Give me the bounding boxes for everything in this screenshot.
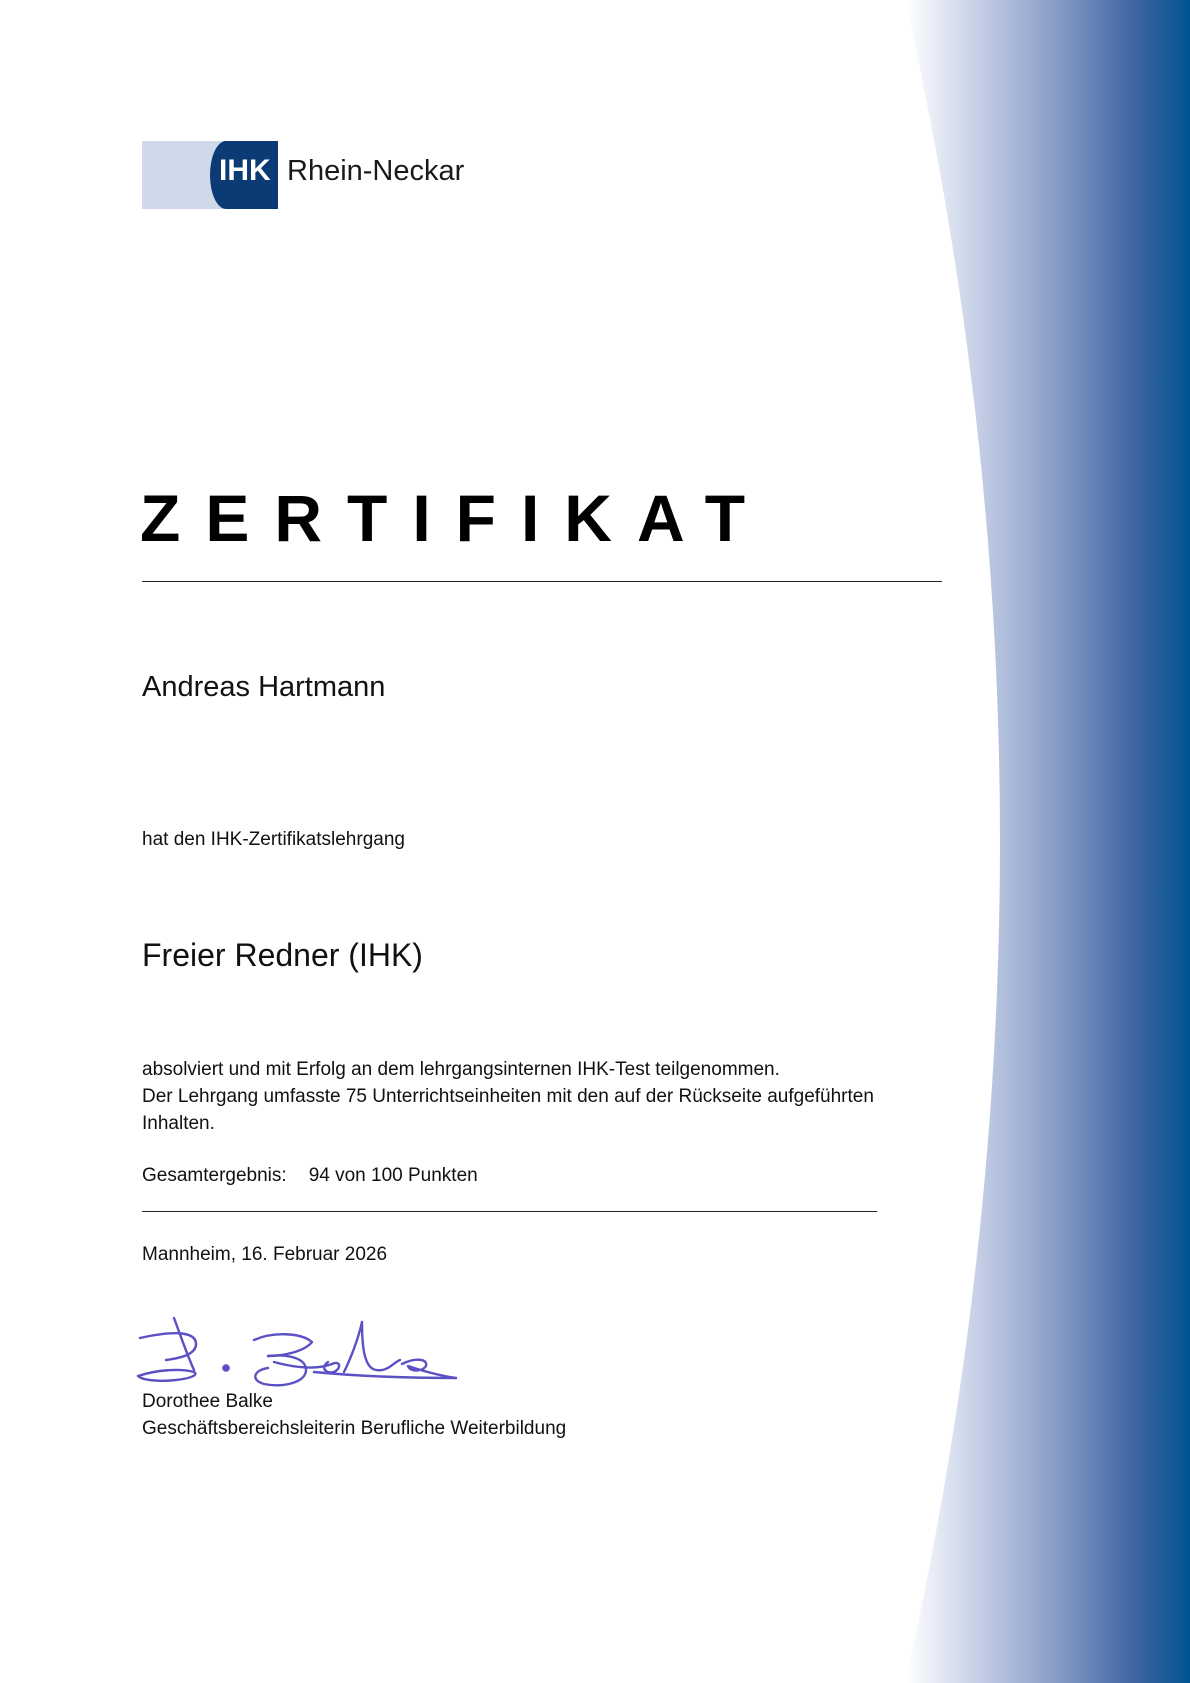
logo-region: Rhein-Neckar xyxy=(287,155,465,187)
course-name: Freier Redner (IHK) xyxy=(142,937,423,973)
result-label: Gesamtergebnis: xyxy=(142,1165,287,1186)
certificate-title: ZERTIFIKAT xyxy=(140,481,771,555)
signatory-name: Dorothee Balke xyxy=(142,1391,273,1412)
result-divider xyxy=(142,1211,877,1212)
signatory-block xyxy=(142,1388,566,1442)
logo-mark: IHK xyxy=(219,154,271,187)
completion-text xyxy=(142,1056,942,1137)
result-value: 94 von 100 Punkten xyxy=(308,1165,478,1186)
overall-result xyxy=(142,1163,478,1189)
signatory-position: Geschäftsbereichsleiterin Berufliche Weiterbildung xyxy=(142,1418,567,1439)
title-divider xyxy=(142,581,942,582)
intro-text: hat den IHK-Zertifikatslehrgang xyxy=(142,829,405,850)
recipient-name: Andreas Hartmann xyxy=(142,671,386,703)
completion-line-2: Der Lehrgang umfasste 75 Unterrichtseinheiten mit den auf der Rückseite aufgeführten Inhalten. xyxy=(142,1086,874,1134)
completion-line-1: absolviert und mit Erfolg an dem lehrgangsinternen IHK-Test teilgenommen. xyxy=(142,1059,780,1080)
place-and-date: Mannheim, 16. Februar 2026 xyxy=(142,1244,388,1265)
